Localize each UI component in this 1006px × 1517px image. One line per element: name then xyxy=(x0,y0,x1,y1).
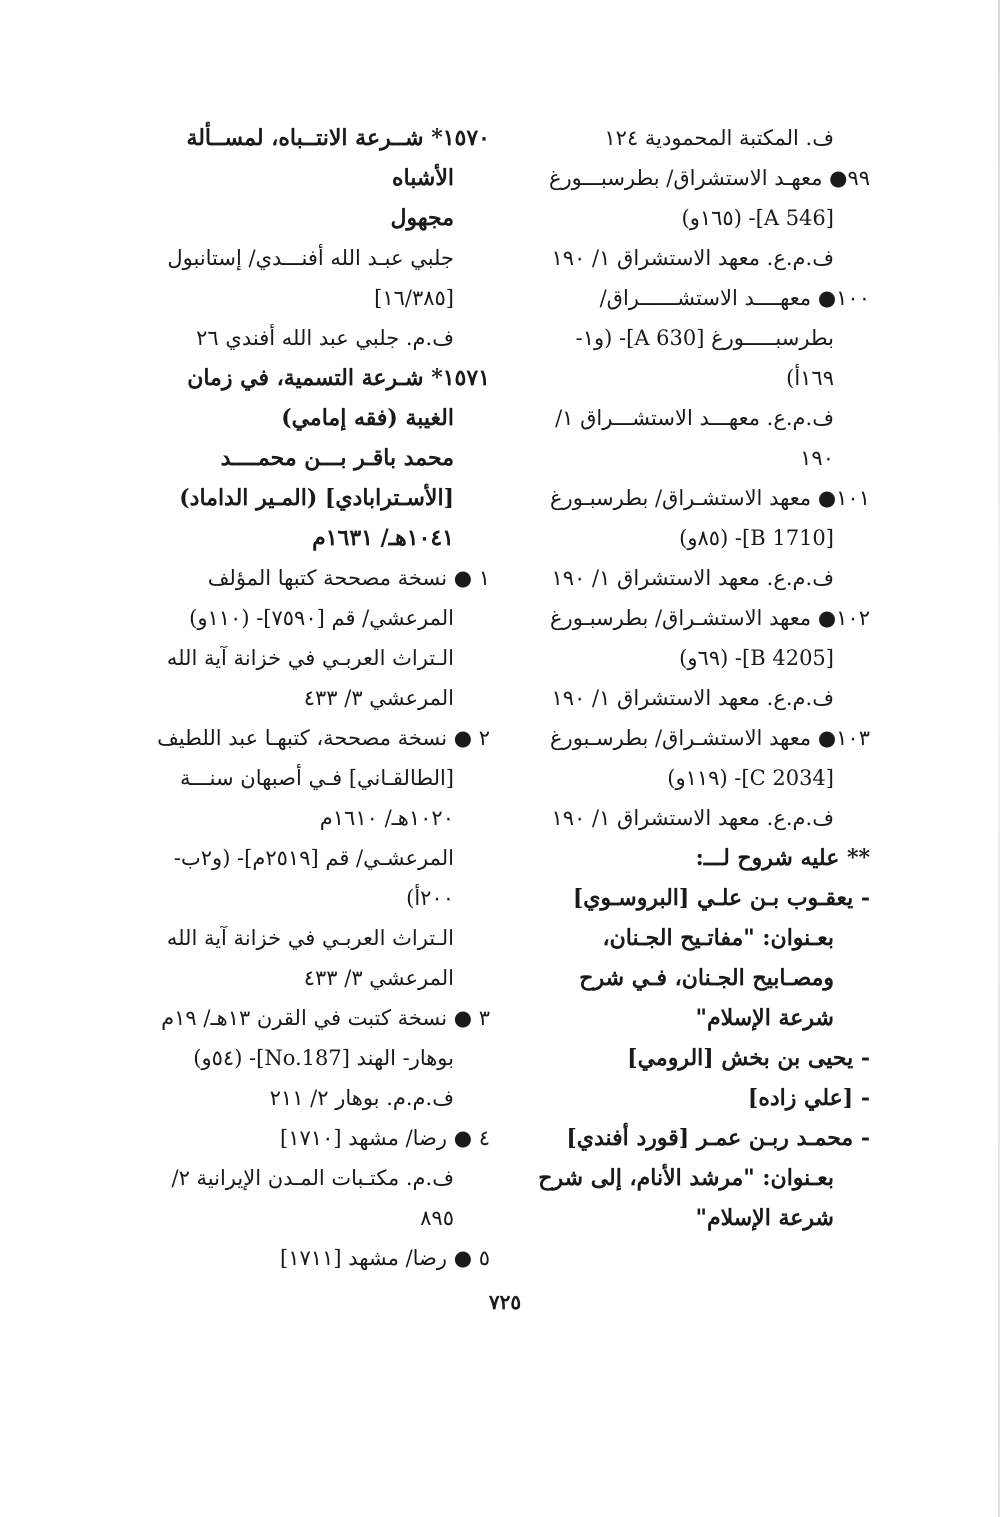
left-column xyxy=(150,118,490,1278)
text-line: [B 4205]- (٦٩و) xyxy=(679,646,834,670)
text-line: ف.م. مكتـبات المـدن الإيرانية ٢/ xyxy=(171,1166,454,1190)
text-line: ف.م.ع. معهد الاستشراق ١/ ١٩٠ xyxy=(551,806,834,830)
entry-heading: ٩٩● معهـد الاستشراق/ بطرسبـــورغ xyxy=(549,166,870,190)
text-line: ف.م.م. بوهار ٢/ ٢١١ xyxy=(269,1086,454,1110)
commentary-heading: ** عليه شروح لـــ: xyxy=(695,845,870,871)
text-line: شرعة الإسلام" xyxy=(695,1005,834,1031)
commentary-item: - محمـد ربـن عمـر [قورد أفندي] xyxy=(566,1125,870,1151)
text-line: ١٩٠ xyxy=(800,446,834,470)
text-line: بوهار- الهند [No.187]- (٥٤و) xyxy=(193,1046,454,1070)
text-line: ف.م.ع. معهـــد الاستشـــراق ١/ xyxy=(555,406,834,430)
text-line: ف.م.ع. معهد الاستشراق ١/ ١٩٠ xyxy=(551,686,834,710)
page-number: ٧٢٥ xyxy=(488,1290,522,1314)
author-date: ١٠٤١هـ/ ١٦٣١م xyxy=(312,525,454,551)
text-line: المرعشي ٣/ ٤٣٣ xyxy=(303,966,454,990)
text-line: المرعشـي/ قم [٢٥١٩م]- (و٢ب- xyxy=(173,846,454,870)
text-line: الـتراث العربـي في خزانة آية الله xyxy=(166,926,454,950)
entry-heading: ١٠٢● معهد الاستشـراق/ بطرسبـورغ xyxy=(550,606,870,630)
scan-edge-shadow xyxy=(998,0,1000,1517)
manuscript-item: ٢ ● نسخة مصححة، كتبهـا عبد اللطيف xyxy=(157,726,490,750)
manuscript-item: ١ ● نسخة مصححة كتبها المؤلف xyxy=(207,566,490,590)
text-line: ف.م.ع. معهد الاستشراق ١/ ١٩٠ xyxy=(551,246,834,270)
entry-heading: ١٠٠● معهــــد الاستشــــــراق/ xyxy=(599,286,870,310)
text-line: بعـنوان: "مرشد الأنام، إلى شرح xyxy=(538,1165,834,1191)
text-line: [A 546]- (١٦٥و) xyxy=(681,206,834,230)
text-line: [B 1710]- (٨٥و) xyxy=(679,526,834,550)
text-line: بعـنوان: "مفاتـيح الجـنان، xyxy=(602,925,834,951)
text-line: المرعشي ٣/ ٤٣٣ xyxy=(303,686,454,710)
commentary-item: - يعقـوب بـن علـي [البروسـوي] xyxy=(572,885,870,911)
text-line: ٨٩٥ xyxy=(420,1206,454,1230)
entry-heading: ١٠٣● معهد الاستشـراق/ بطرسـبورغ xyxy=(550,726,870,750)
author-name: [الأسـترابادي] (المـير الداماد) xyxy=(179,485,454,511)
text-line: بطرسبـــــورغ [A 630]- (و١- xyxy=(575,326,834,350)
text-line: شرعة الإسلام" xyxy=(695,1205,834,1231)
text-line: ١٠٢٠هـ/ ١٦١٠م xyxy=(319,806,454,830)
entry-title: الغيبة (فقه إمامي) xyxy=(281,405,454,431)
entry-heading: ١٠١● معهد الاستشـراق/ بطرسبـورغ xyxy=(550,486,870,510)
commentary-item: - يحيى بن بخش [الرومي] xyxy=(627,1045,870,1071)
text-line: ف.م. جلبي عبد الله أفندي ٢٦ xyxy=(196,326,454,350)
text-line: ١٦٩أ) xyxy=(786,366,834,390)
right-column xyxy=(530,118,870,1238)
entry-title: ١٥٧١* شـرعة التسمية، في زمان xyxy=(187,365,490,391)
text-line: ف. المكتبة المحمودية ١٢٤ xyxy=(604,126,834,150)
text-line: ف.م.ع. معهد الاستشراق ١/ ١٩٠ xyxy=(551,566,834,590)
text-line: المرعشي/ قم [٧٥٩٠]- (١١٠و) xyxy=(189,606,454,630)
author-name: مجهول xyxy=(390,205,454,231)
commentary-item: - [علي زاده] xyxy=(747,1085,870,1111)
text-line: ومصـابيح الجـنان، فـي شرح xyxy=(579,965,834,991)
manuscript-item: ٣ ● نسخة كتبت في القرن ١٣هـ/ ١٩م xyxy=(161,1006,490,1030)
entry-title: الأشباه xyxy=(392,165,454,191)
author-name: محمد باقـر بـــن محمــــد xyxy=(220,445,454,471)
text-line: [C 2034]- (١١٩و) xyxy=(667,766,834,790)
manuscript-item: ٤ ● رضا/ مشهد [١٧١٠] xyxy=(280,1126,490,1150)
entry-title: ١٥٧٠* شــرعة الانتــباه، لمســألة xyxy=(186,125,490,151)
text-line: الـتراث العربـي في خزانة آية الله xyxy=(166,646,454,670)
text-line: [١٦/٣٨٥] xyxy=(374,286,454,310)
text-line: جلبي عبـد الله أفنـــدي/ إستانبول xyxy=(167,246,454,270)
text-line: [الطالقـاني] فـي أصبهان سنـــة xyxy=(179,766,454,790)
manuscript-item: ٥ ● رضا/ مشهد [١٧١١] xyxy=(280,1246,490,1270)
text-line: ٢٠٠أ) xyxy=(406,886,454,910)
